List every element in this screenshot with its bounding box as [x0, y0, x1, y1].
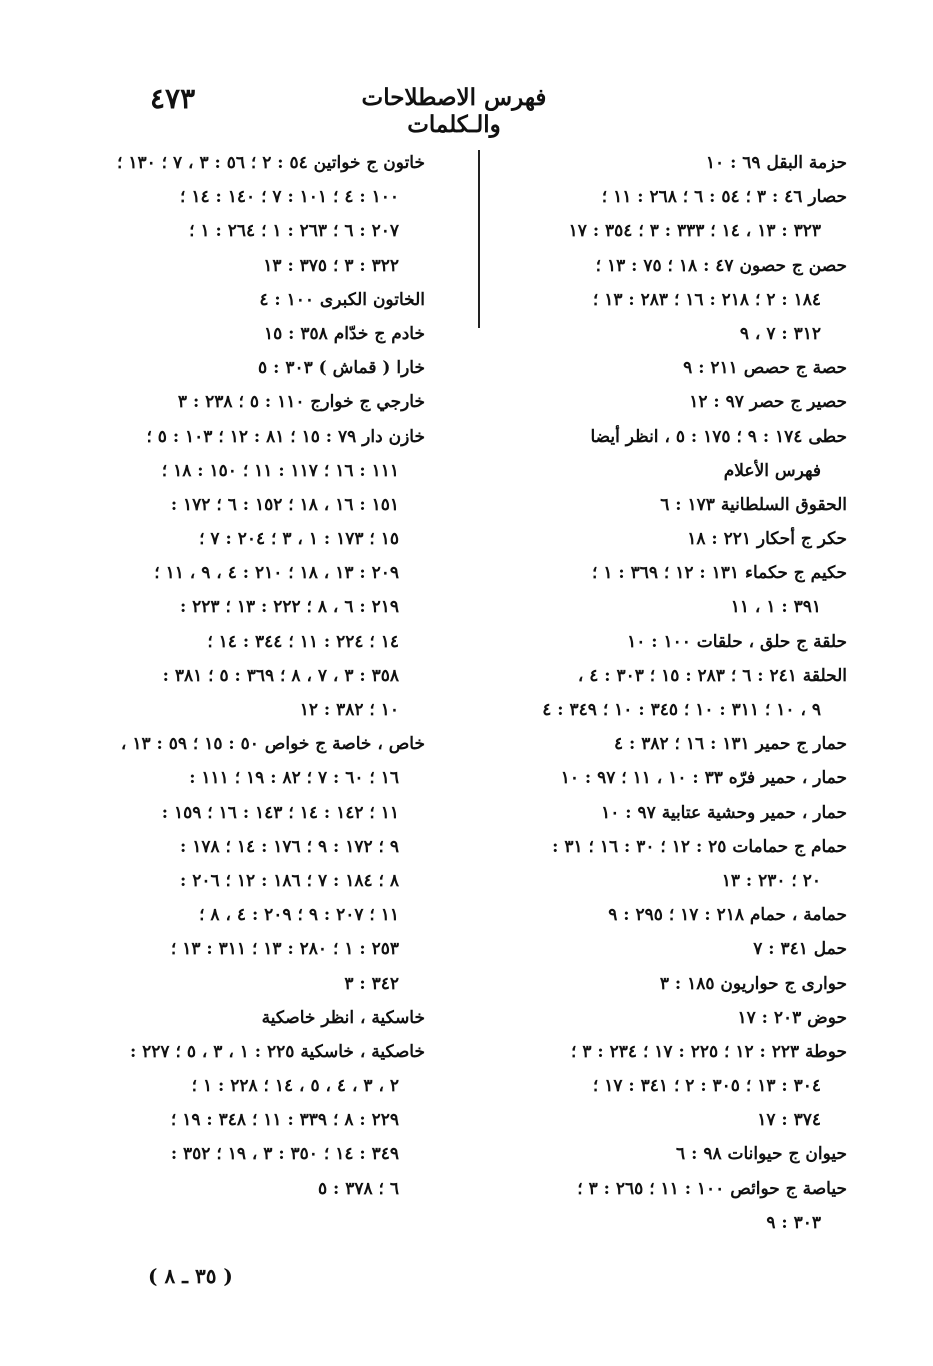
index-entry: خاتون ج خواتين ٥٤ : ٢ ؛ ٥٦ : ٣ ، ٧ ؛ ١٣٠ ؛	[117, 153, 425, 173]
index-entry: حطى ١٧٤ : ٩ ؛ ١٧٥ : ٥ ، انظر أيضا	[590, 426, 847, 447]
index-entry: خازن دار ٧٩ : ١٥ ؛ ٨١ : ١٢ ؛ ١٠٣ : ٥ ؛	[146, 426, 425, 447]
index-entry-continuation: ٣٢٢ : ٣ ؛ ٣٧٥ : ١٣	[263, 255, 399, 276]
index-entry-continuation: ٣٤٩ : ١٤ ؛ ٣٥٠ : ٣ ، ١٩ ؛ ٣٥٢ :	[170, 1144, 399, 1165]
index-entry: حمام ج حمامات ٢٥ : ١٢ ؛ ٣٠ : ١٦ ؛ ٣١ :	[552, 836, 847, 857]
index-entry-continuation: ٣٢٣ : ١٣ ، ١٤ ؛ ٣٣٣ : ٣ ؛ ٣٥٤ : ١٧	[568, 221, 821, 242]
index-entry: خاصكية ، خاسكية ٢٢٥ : ١ ، ٣ ، ٥ ؛ ٢٢٧ :	[129, 1041, 425, 1062]
index-entry: حصة ج حصص ٢١١ : ٩	[683, 358, 847, 379]
index-entry-continuation: ١٠٠ : ٤ ؛ ١٠١ : ٧ ؛ ١٤٠ : ١٤ ؛	[180, 187, 399, 208]
index-entry: حوارى ج حواريون ١٨٥ : ٣	[659, 973, 847, 994]
index-entry: حمار ، حمير وحشية عتابية ٩٧ : ١٠	[601, 802, 847, 823]
index-entry: خاسكية ، انظر خاصكية	[261, 1007, 425, 1028]
index-entry-continuation: ١٠ ؛ ٣٨٢ : ١٢	[299, 700, 399, 720]
index-entry-continuation: ١٥١ : ١٦ ، ١٨ ؛ ١٥٢ : ٦ ؛ ١٧٢ :	[170, 494, 399, 515]
index-entry: حمار ، حمير فرّه ٣٣ : ١٠ ، ١١ ؛ ٩٧ : ١٠	[560, 768, 847, 789]
index-entry: الحلقة ٢٤١ : ٦ ؛ ٢٨٣ : ١٥ ؛ ٣٠٣ : ٤ ،	[577, 665, 847, 686]
page-title: فهرس الاصطلاحات والـكلمات	[361, 84, 547, 138]
index-entry-continuation: ٢٠٧ : ٦ ؛ ٢٦٣ : ١ ؛ ٢٦٤ : ١ ؛	[189, 221, 399, 242]
index-entry-continuation: ١٤ ؛ ٢٢٤ : ١١ ؛ ٣٤٤ : ١٤ ؛	[207, 631, 399, 652]
index-column-left	[107, 146, 425, 1206]
index-entry: حلقة ج حلق ، حلقات ١٠٠ : ١٠	[627, 631, 847, 652]
index-entry-continuation: ٢٠٩ : ١٣ ، ١٨ ؛ ٢١٠ : ٤ ، ٩ ، ١١ ؛	[154, 563, 399, 584]
index-entry-continuation: ٢٠ ؛ ٢٣٠ : ١٣	[721, 870, 821, 891]
index-entry-continuation: ٨ ؛ ١٨٤ : ٧ ؛ ١٨٦ : ١٢ ؛ ٢٠٦ :	[180, 870, 399, 891]
index-entry-continuation: ٢١٩ : ٦ ، ٨ ؛ ٢٢٢ : ١٣ ؛ ٢٢٣ :	[179, 597, 399, 618]
index-entry-continuation: ٣٩١ : ١ ، ١١	[730, 597, 821, 618]
index-entry-continuation: ١٦ ؛ ٦٠ : ٧ ؛ ٨٢ : ١٩ ؛ ١١١ :	[189, 768, 399, 789]
index-entry-continuation: ٣٠٤ : ١٣ ؛ ٣٠٥ : ٢ ؛ ٣٤١ : ١٧ ؛	[592, 1076, 821, 1097]
index-entry-continuation: ١١١ : ١٦ ؛ ١١٧ : ١١ ؛ ١٥٠ : ١٨ ؛	[161, 460, 399, 481]
index-entry-continuation: ٣٠٣ : ٩	[766, 1212, 821, 1233]
index-entry: حزمة البقل ٦٩ : ١٠	[705, 153, 847, 173]
index-entry-continuation: ٩ ، ١٠ ؛ ٣١١ : ١٠ ؛ ٣٤٥ : ١٠ ؛ ٣٤٩ : ٤	[542, 700, 821, 720]
index-entry-continuation: ٢٥٣ : ١ ؛ ٢٨٠ : ١٣ ؛ ٣١١ : ١٣ ؛	[170, 939, 399, 960]
index-entry-continuation: ١٥ ؛ ١٧٣ : ١ ، ٣ ؛ ٢٠٤ : ٧ ؛	[199, 529, 399, 550]
index-entry-continuation: ٣٧٤ : ١٧	[757, 1110, 821, 1131]
index-entry: خارجي ج خوارج ١١٠ : ٥ ؛ ٢٣٨ : ٣	[177, 392, 425, 413]
index-entry: حمامة ، حمام ٢١٨ : ١٧ ؛ ٢٩٥ : ٩	[608, 905, 847, 926]
index-entry: خاص ، خاصة ج خواص ٥٠ : ١٥ ؛ ٥٩ : ١٣ ،	[120, 734, 425, 755]
index-entry-continuation: ٢٢٩ : ٨ ؛ ٣٣٩ : ١١ ؛ ٣٤٨ : ١٩ ؛	[170, 1110, 399, 1131]
index-entry: حمار ج حمير ١٣١ : ١٦ ؛ ٣٨٢ : ٤	[613, 734, 847, 755]
index-entry: الحقوق السلطانية ١٧٣ : ٦	[660, 494, 847, 515]
printer-signature: ( ٣٥ ـ ٨ )	[148, 1264, 233, 1288]
index-entry-continuation: ٣٤٢ : ٣	[344, 973, 399, 994]
index-entry: حوض ٢٠٣ : ١٧	[737, 1007, 847, 1028]
index-entry: حصن ج حصون ٤٧ : ١٨ ؛ ٧٥ : ١٣ ؛	[595, 255, 847, 276]
index-entry: خارا ( قماش ) ٣٠٣ : ٥	[258, 358, 425, 379]
index-entry: حوطة ٢٢٣ : ١٢ ؛ ٢٢٥ : ١٧ ؛ ٢٣٤ : ٣ ؛	[571, 1041, 847, 1062]
index-entry: حكر ج أحكار ٢٢١ : ١٨	[687, 529, 847, 550]
column-divider	[478, 150, 480, 328]
index-entry-continuation: ٣٥٨ : ٣ ، ٧ ، ٨ ؛ ٣٦٩ : ٥ ؛ ٣٨١ :	[162, 665, 399, 686]
index-entry: حيوان ج حيوانات ٩٨ : ٦	[676, 1144, 847, 1165]
index-entry-continuation: ٣١٢ : ٧ ، ٩	[739, 323, 821, 344]
page-number: ٤٧٣	[150, 82, 196, 115]
index-entry: خادم ج خدّام ٣٥٨ : ١٥	[264, 323, 425, 344]
index-entry-continuation: ٦ ؛ ٣٧٨ : ٥	[317, 1178, 399, 1199]
index-entry-continuation: ٢ ، ٣ ، ٤ ، ٥ ، ١٤ ؛ ٢٢٨ : ١ ؛	[191, 1076, 399, 1097]
index-column-right	[492, 146, 847, 1240]
index-entry-continuation: فهرس الأعلام	[723, 460, 821, 481]
index-entry: حمل ٣٤١ : ٧	[753, 939, 847, 960]
index-entry-continuation: ٩ ؛ ١٧٢ : ٩ ؛ ١٧٦ : ١٤ ؛ ١٧٨ :	[180, 836, 399, 857]
index-entry: حصير ج حصر ٩٧ : ١٢	[689, 392, 847, 413]
index-entry: حياصة ج حوائص ١٠٠ : ١١ ؛ ٢٦٥ : ٣ ؛	[577, 1178, 847, 1199]
index-entry-continuation: ١١ ؛ ٢٠٧ : ٩ ؛ ٢٠٩ : ٤ ، ٨ ؛	[199, 905, 399, 926]
index-entry: حكيم ج حكماء ١٣١ : ١٢ ؛ ٣٦٩ : ١ ؛	[591, 563, 847, 584]
index-entry-continuation: ١١ ؛ ١٤٢ : ١٤ ؛ ١٤٣ : ١٦ ؛ ١٥٩ :	[161, 802, 399, 823]
index-entry: حصار ٤٦ : ٣ ؛ ٥٤ : ٦ ؛ ٢٦٨ : ١١ ؛	[601, 187, 847, 208]
index-entry: الخاتون الكبرى ١٠٠ : ٤	[259, 289, 425, 310]
index-entry-continuation: ١٨٤ : ٢ ؛ ٢١٨ : ١٦ ؛ ٢٨٣ : ١٣ ؛	[592, 289, 821, 310]
